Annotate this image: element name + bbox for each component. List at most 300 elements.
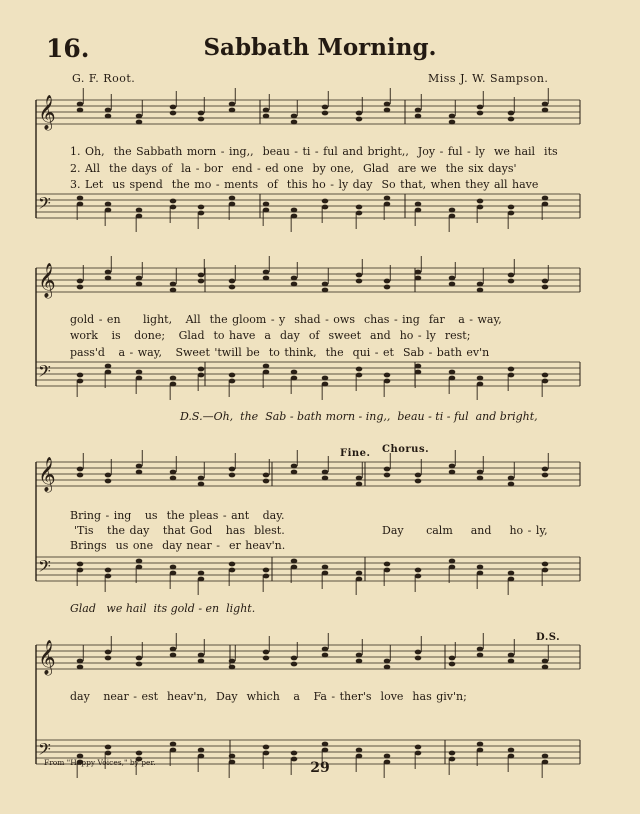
note-stem [297,450,298,466]
note-head [263,202,270,207]
hymn-number: 16. [46,34,90,63]
note-stem [176,633,177,649]
note-stem [297,100,298,116]
note-head [508,279,515,284]
note-head [77,379,84,384]
note-stem [204,462,205,478]
note-head [477,205,484,210]
source-credit: From "Happy Voices," by per. [44,758,156,767]
note-head [136,656,143,661]
note-head [170,653,177,658]
note-head [105,202,112,207]
note-head [105,108,112,113]
note-head [322,748,329,753]
note-stem [229,204,230,220]
note-head [384,285,391,290]
note-head [384,659,391,664]
lyric: So that, when they all have [381,178,539,191]
bass-clef-icon: 𝄢 [38,193,51,217]
note-stem [142,642,143,658]
note-head [356,577,363,582]
note-head [449,114,456,119]
note-head [449,208,456,213]
page-number: 29 [310,760,330,776]
note-stem [483,456,484,472]
note-head [542,473,549,478]
note-head [136,282,143,287]
bass-clef-icon: 𝄢 [38,556,51,580]
note-head [198,659,205,664]
fine-marking: Fine. [340,448,371,459]
system1-verse3 [70,178,538,191]
note-head [198,482,205,487]
note-head [322,571,329,576]
note-head [356,205,363,210]
note-stem [142,450,143,466]
note-stem [455,450,456,466]
note-stem [421,636,422,652]
note-head [105,751,112,756]
note-head [477,653,484,658]
note-stem [136,216,137,232]
note-head [77,568,84,573]
note-stem [483,91,484,107]
bass-clef-icon: 𝄢 [38,361,51,385]
note-head [105,568,112,573]
ds-marking: D.S. [536,632,561,643]
note-head [322,653,329,658]
note-head [384,202,391,207]
note-stem [548,88,549,104]
note-head [508,211,515,216]
note-head [291,376,298,381]
note-head [415,568,422,573]
lyric: la - bor [181,162,223,175]
note-head [198,476,205,481]
note-head [105,479,112,484]
note-head [356,117,363,122]
note-stem [291,216,292,232]
note-head [198,367,205,372]
note-stem [390,453,391,469]
note-head [198,205,205,210]
note-head [198,748,205,753]
note-head [170,205,177,210]
note-stem [508,579,509,595]
note-stem [170,207,171,223]
note-stem [477,573,478,589]
note-head [449,214,456,219]
note-head [105,208,112,213]
note-head [542,467,549,472]
note-head [229,285,236,290]
note-head [263,208,270,213]
note-stem [362,639,363,655]
note-head [263,479,270,484]
note-head [136,370,143,375]
note-stem [390,645,391,661]
note-head [291,370,298,375]
note-head [322,288,329,293]
lyric: 1. Oh, [70,145,105,158]
system1-verse1: 1. Oh, the Sabbath morn - ing,, beau - ti - ful and bright,, Joy - ful - ly we hail its [70,145,558,158]
note-head [198,373,205,378]
note-head [415,745,422,750]
note-stem [328,456,329,472]
lyric: 2. All [70,162,100,175]
note-stem [514,462,515,478]
note-stem [235,645,236,661]
note-stem [105,576,106,592]
note-head [291,565,298,570]
note-head [449,376,456,381]
note-head [77,473,84,478]
note-head [508,754,515,759]
note-head [415,574,422,579]
note-head [263,656,270,661]
note-head [356,273,363,278]
treble-clef-icon: 𝄞 [38,457,56,492]
note-head [477,647,484,652]
note-head [77,202,84,207]
note-stem [77,204,78,220]
note-stem [514,97,515,113]
note-head [384,665,391,670]
note-head [291,276,298,281]
note-stem [83,645,84,661]
note-head [384,102,391,107]
note-head [263,276,270,281]
note-head [105,270,112,275]
note-head [477,288,484,293]
note-head [77,373,84,378]
note-head [542,562,549,567]
note-head [170,105,177,110]
note-head [508,748,515,753]
note-stem [142,100,143,116]
note-head [322,742,329,747]
note-head [542,108,549,113]
note-head [170,748,177,753]
note-head [384,562,391,567]
note-stem [421,256,422,272]
note-head [229,279,236,284]
note-stem [455,642,456,658]
note-head [542,665,549,670]
lyric: of [267,178,278,191]
system3-verse2: 'Tis the day that God has blest. [74,524,285,537]
note-stem [297,262,298,278]
note-stem [548,645,549,661]
note-stem [362,462,363,478]
note-head [229,102,236,107]
lyric: the days of [108,162,173,175]
note-head [291,751,298,756]
note-head [477,199,484,204]
note-head [263,364,270,369]
note-stem [477,384,478,400]
note-stem [542,570,543,586]
lyric: 3. Let [70,178,104,191]
note-head [322,476,329,481]
note-stem [198,579,199,595]
note-stem [362,259,363,275]
note-head [263,370,270,375]
note-stem [356,213,357,229]
note-head [291,114,298,119]
note-stem [235,88,236,104]
note-stem [514,639,515,655]
note-stem [176,268,177,284]
note-head [198,111,205,116]
note-head [263,650,270,655]
note-head [136,120,143,125]
note-stem [142,262,143,278]
note-stem [390,265,391,281]
note-head [170,382,177,387]
system2-ds-line: D.S.—Oh, the Sab - bath morn - ing,, beau - ti - ful and bright, [180,410,538,423]
note-head [291,282,298,287]
note-head [229,473,236,478]
note-head [170,571,177,576]
note-stem [449,378,450,394]
note-stem [269,459,270,475]
note-head [542,196,549,201]
note-head [449,464,456,469]
note-head [508,577,515,582]
note-head [198,653,205,658]
note-head [542,102,549,107]
note-head [136,114,143,119]
note-head [229,196,236,201]
note-stem [105,372,106,388]
note-head [136,559,143,564]
note-head [449,470,456,475]
note-head [415,276,422,281]
note-stem [322,207,323,223]
note-head [105,364,112,369]
note-head [449,120,456,125]
chorus-marking: Chorus. [382,444,430,455]
note-head [449,565,456,570]
note-head [322,647,329,652]
note-head [322,565,329,570]
note-stem [356,579,357,595]
note-head [449,370,456,375]
note-head [415,656,422,661]
note-stem [508,213,509,229]
note-stem [170,573,171,589]
note-head [542,754,549,759]
note-head [542,279,549,284]
note-head [136,208,143,213]
note-head [508,476,515,481]
note-head [449,662,456,667]
note-head [77,659,84,664]
note-head [477,742,484,747]
lyric: us spend [112,178,163,191]
note-stem [322,384,323,400]
lyric: are we [397,162,437,175]
note-head [322,282,329,287]
note-head [77,467,84,472]
note-head [384,279,391,284]
note-stem [449,567,450,583]
note-head [508,659,515,664]
note-head [136,376,143,381]
note-head [449,751,456,756]
system4-lyrics: day near - est heav'n, Day which a Fa - ther's love has giv'n; [70,690,467,703]
note-stem [415,576,416,592]
note-head [198,273,205,278]
note-head [356,279,363,284]
note-head [449,282,456,287]
note-head [542,659,549,664]
note-stem [111,94,112,110]
note-head [542,285,549,290]
note-stem [384,570,385,586]
note-head [105,745,112,750]
system2-verse2: work is done; Glad to have a day of sweet and ho - ly rest; [70,329,471,342]
lyric: by one, [312,162,354,175]
note-head [508,571,515,576]
system3-ds-line: Glad we hail its gold - en light. [70,602,256,615]
note-head [229,379,236,384]
note-stem [263,576,264,592]
note-head [415,270,422,275]
note-stem [204,97,205,113]
note-head [542,373,549,378]
lyric: end - ed one [231,162,304,175]
note-stem [384,381,385,397]
note-head [508,117,515,122]
note-head [170,199,177,204]
note-head [322,105,329,110]
note-head [508,482,515,487]
note-stem [83,453,84,469]
note-head [136,565,143,570]
treble-clef-icon: 𝄞 [38,640,56,675]
system2-verse1: gold - en light, All the gloom - y shad - ows chas - ing far a - way, [70,313,502,326]
note-head [170,111,177,116]
system3-verse1: Bring - ing us the pleas - ant day. [70,509,285,522]
note-stem [455,262,456,278]
note-head [198,577,205,582]
note-stem [77,570,78,586]
note-head [77,665,84,670]
note-head [477,382,484,387]
treble-clef-icon: 𝄞 [38,95,56,130]
note-head [384,467,391,472]
note-head [229,373,236,378]
lyric: the six days' [445,162,517,175]
note-head [508,273,515,278]
note-head [384,196,391,201]
note-head [415,202,422,207]
note-stem [170,384,171,400]
note-head [322,199,329,204]
note-stem [514,259,515,275]
note-head [356,482,363,487]
note-head [449,276,456,281]
note-stem [176,91,177,107]
note-head [356,748,363,753]
note-stem [328,633,329,649]
lyric: we hail [493,145,536,158]
note-stem [548,265,549,281]
note-stem [542,204,543,220]
note-stem [449,216,450,232]
note-stem [198,375,199,391]
note-head [105,473,112,478]
note-stem [111,256,112,272]
note-head [170,470,177,475]
note-head [291,656,298,661]
note-head [77,279,84,284]
system1-verse2 [70,162,516,175]
note-stem [136,378,137,394]
note-head [356,211,363,216]
note-stem [83,265,84,281]
note-head [291,559,298,564]
note-head [477,748,484,753]
note-head [508,367,515,372]
note-head [105,114,112,119]
note-head [356,659,363,664]
note-stem [322,573,323,589]
note-head [229,108,236,113]
system3-chorus: Day calm and ho - ly, [382,524,548,537]
system3-verse3: Brings us one day near - er heav'n. [70,539,286,552]
note-head [477,565,484,570]
note-stem [455,100,456,116]
note-stem [415,210,416,226]
note-head [136,214,143,219]
note-head [322,205,329,210]
note-head [356,653,363,658]
note-stem [105,210,106,226]
note-head [477,470,484,475]
lyric: beau - ti - ful and bright, [262,145,406,158]
treble-clef-icon: 𝄞 [38,263,56,298]
note-head [477,376,484,381]
note-stem [548,453,549,469]
note-head [322,382,329,387]
note-head [263,568,270,573]
lyric: the Sabbath morn - ing, [113,145,251,158]
note-head [263,473,270,478]
note-head [198,211,205,216]
note-head [198,571,205,576]
note-stem [176,456,177,472]
note-head [415,364,422,369]
note-head [322,376,329,381]
note-head [263,270,270,275]
note-head [136,751,143,756]
note-head [415,114,422,119]
note-stem [421,459,422,475]
note-stem [356,375,357,391]
note-stem [390,88,391,104]
note-head [77,196,84,201]
note-head [542,568,549,573]
note-head [384,754,391,759]
note-head [384,379,391,384]
note-head [415,751,422,756]
note-head [356,111,363,116]
note-head [229,467,236,472]
note-head [136,470,143,475]
